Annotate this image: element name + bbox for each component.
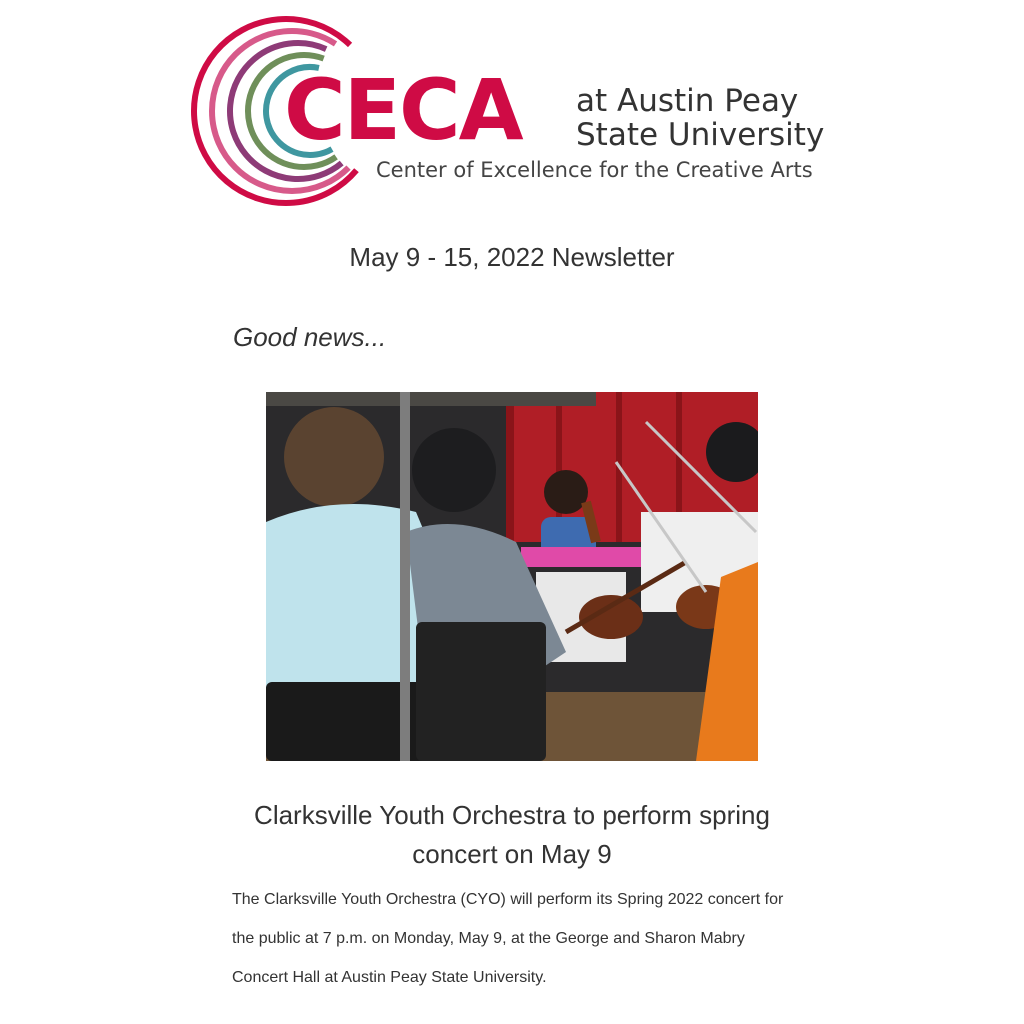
section-intro: Good news...	[233, 322, 387, 352]
logo-university	[576, 84, 824, 152]
article-body: The Clarksville Youth Orchestra (CYO) will perform its Spring 2022 concert for the public at 7 p.m. on Monday, May 9, at the George and Sharon Mabry Concert Hall at Austin Peay State University.	[232, 891, 784, 986]
logo-tagline: Center of Excellence for the Creative Arts	[376, 158, 813, 182]
ceca-logo	[190, 12, 840, 212]
orchestra-photo[interactable]	[266, 392, 758, 761]
orchestra-photo-image	[266, 392, 758, 761]
logo-line-2: State University	[576, 117, 825, 153]
article-title: Clarksville Youth Orchestra to perform spring concert on May 9	[254, 800, 770, 869]
logo-line-1: at Austin Peay	[576, 83, 799, 119]
logo-wordmark: CECA	[284, 61, 522, 159]
newsletter-title: May 9 - 15, 2022 Newsletter	[349, 242, 675, 272]
